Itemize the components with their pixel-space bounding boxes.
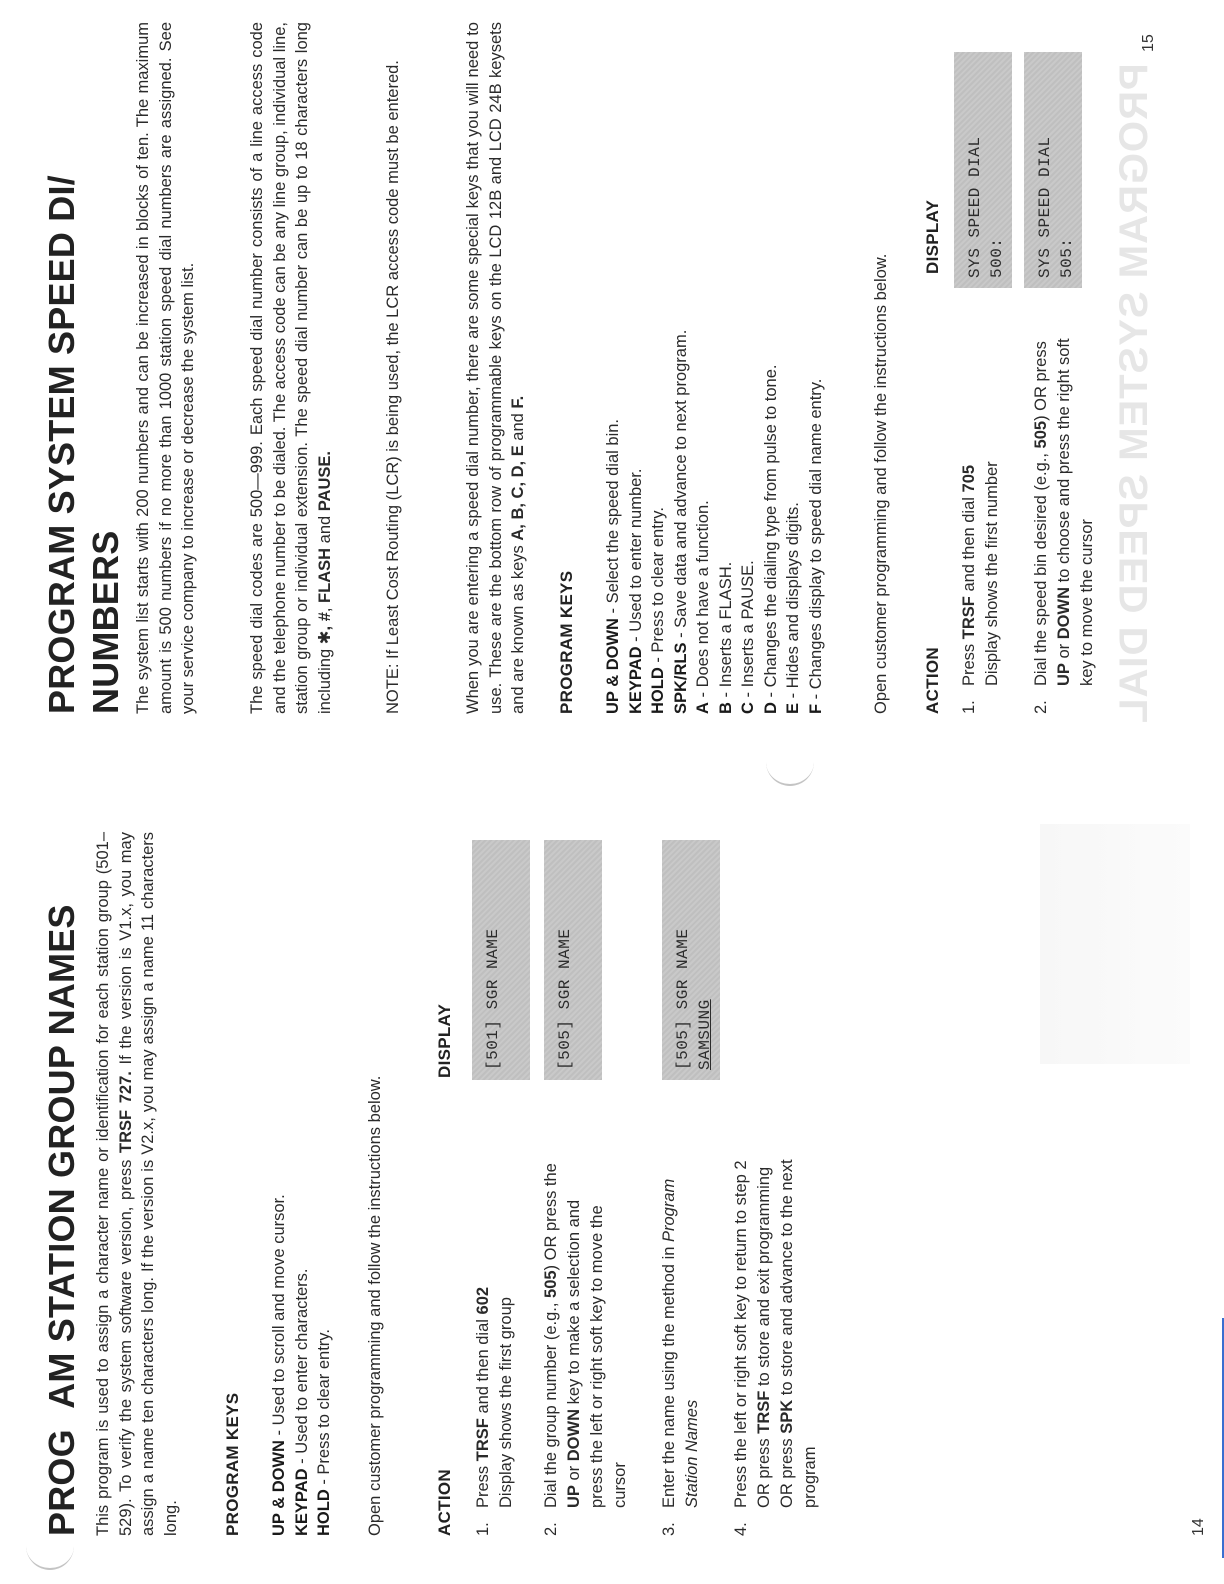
scan-artifact [26,1544,74,1570]
bold: 705 [960,464,978,493]
lcd-line-1: [505] SGR NAME [556,928,574,1070]
bold: DOWN [1055,586,1073,640]
key-item [782,22,805,714]
key-name: F [806,703,825,714]
action-step-1 [472,1156,522,1536]
bold: 505 [1032,420,1050,449]
open-instructions: Open customer programming and follow the instructions below. [366,1075,384,1536]
key-desc: - Press to clear entry. [315,1329,333,1490]
bold: 505 [542,1270,560,1298]
bold: 602 [474,1286,492,1315]
text: Enter the name using the method in [660,1242,678,1508]
bold: TRSF [755,1390,773,1434]
bold-symbols: ✱, # [315,612,334,645]
text: or [565,1461,583,1486]
key-name: UP & DOWN [270,1440,288,1536]
text: ) OR press the [542,1163,560,1271]
bold-pause: PAUSE. [315,451,334,512]
key-name: SPK/RLS [671,642,690,714]
bold: UP [1055,663,1073,686]
lcd-line-1: SYS SPEED DIAL [966,136,984,278]
bleed-through-area [1040,824,1190,1064]
text: Dial the group number (e.g., [542,1297,560,1508]
intro-text: This program is used to assign a character name or identification for each station group (501–529). To verify the system software version, press [94,832,135,1536]
key-item [291,896,314,1536]
key-name: KEYPAD [626,646,645,714]
intro-paragraph: The system list starts with 200 numbers and can be increased in blocks of ten. The maximum amount is 500 numbers if no more than 1000 station speed dial numbers are assigned. See your service company to increase or decrease the system list. [134,22,197,714]
lcd-line-1: SYS SPEED DIAL [1036,136,1054,278]
key-item [313,896,336,1536]
lcd-line-1: [505] SGR NAME [674,928,692,1070]
key-item [715,22,738,714]
page-title: PROG AM STATION GROUP NAMES [41,904,82,1536]
text: Display shows the first group [497,1297,515,1508]
key-desc: - Select the speed dial bin. [604,419,622,619]
text: , [315,602,334,613]
speed-dial-paragraph [246,22,336,714]
title-line-2: NUMBERS [85,530,126,714]
display-heading: DISPLAY [923,199,942,274]
text: The speed dial codes are 500—999. Each speed dial number consists of a line access code and the telephone number to be dialed. The access code can be any line group, individual line, station group or individual extension. The speed dial number can be up to 18 characters long including [248,22,334,714]
action-step-1 [958,324,1008,714]
program-keys-list [268,896,336,1536]
page-number: 14 [1190,1518,1207,1536]
text: key to make a selection and press the left or right soft key to move the cursor [565,1199,629,1508]
bold-flash: FLASH [315,547,334,603]
step-number: 4. [732,1522,750,1536]
key-name: HOLD [315,1489,333,1536]
key-name: HOLD [649,667,667,714]
note-paragraph: NOTE: If Least Cost Routing (LCR) is being used, the LCR access code must be entered. [384,60,402,714]
step-text [658,1156,704,1508]
text: Dial the speed bin desired (e.g., [1032,448,1050,686]
key-item [692,22,715,714]
text: and then dial [960,492,978,597]
key-name: UP & DOWN [604,618,622,714]
action-step-2 [540,1156,636,1536]
text: When you are entering a speed dial number, there are some special keys that you will need to use. These are the bottom row of programmable keys on the LCD 12B and LCD 24B keysets and are known as keys [464,22,527,714]
text: Press [474,1461,492,1508]
key-desc: - Changes the dialing type from pulse to tone. [761,364,780,703]
lcd-display-2 [1024,52,1082,288]
text: Press the left or right soft key to return to step 2 OR press [732,1160,773,1508]
key-item [602,22,625,714]
scan-artifact [766,760,814,786]
lcd-line-2: 500: [988,237,1006,278]
bold-key-f: F. [509,395,527,409]
key-desc: - Save data and advance to next program. [671,329,690,643]
text: Display shows the first number [983,461,1001,686]
step-number: 2. [1032,700,1050,714]
program-keys-list [602,22,827,714]
step-text [958,324,1004,686]
bold: UP [565,1485,583,1508]
text: or [1055,639,1073,664]
action-step-4 [730,1156,826,1536]
intro-bold-code: TRSF 727. [116,1071,135,1153]
step-number: 1. [474,1522,492,1536]
bold: SPK [778,1399,796,1434]
intro-text-2: If the version is V1.x, you may assign a name ten characters long. If the version is V2.x, you may assign a name 11 characters long. [116,832,180,1536]
key-item [737,22,760,714]
lcd-line-2: SAMSUNG [696,999,714,1070]
key-desc: - Inserts a FLASH. [716,561,735,703]
action-heading: ACTION [435,1469,454,1536]
step-text [1030,324,1099,686]
text: ) OR press [1032,341,1050,421]
key-item [805,22,828,714]
key-desc: - Does not have a function. [694,500,712,703]
lcd-line-2: 505: [1058,237,1076,278]
key-desc: - Inserts a PAUSE. [739,560,757,703]
key-name: D [761,702,780,714]
action-heading: ACTION [923,647,942,714]
intro-paragraph [92,832,182,1536]
step-number: 3. [660,1522,678,1536]
special-keys-paragraph [462,22,530,714]
bold-keys: A, B, C, D, E [509,445,527,541]
key-item [647,22,670,714]
action-step-3 [658,1156,708,1536]
lcd-display-2 [544,840,602,1080]
key-item [268,896,291,1536]
key-desc: - Hides and displays digits. [784,502,802,703]
key-desc: - Used to scroll and move cursor. [270,1194,288,1441]
page-number: 15 [1140,34,1157,52]
key-name: KEYPAD [292,1468,311,1536]
step-number: 2. [542,1522,560,1536]
key-desc: - Used to enter characters. [292,1268,311,1469]
key-name: A [694,702,712,714]
bold: TRSF [960,596,978,640]
italic-ref: Program Station Names [660,1178,701,1508]
step-text [540,1156,632,1508]
key-item [625,22,648,714]
lcd-display-3 [662,840,720,1080]
key-desc: - Used to enter number. [626,468,645,647]
text: to store and exit programming OR press [755,1166,796,1508]
page-14 [0,794,1224,1584]
bold: DOWN [565,1408,583,1462]
text: to choose and press the right soft key to move the cursor [1055,338,1096,686]
text: to store and advance to the next program [778,1159,819,1508]
key-name: E [784,702,802,714]
lcd-line-1: [501] SGR NAME [484,928,502,1070]
key-desc: - Changes display to speed dial name entry. [806,378,825,704]
step-text [472,1156,518,1508]
step-number: 1. [960,700,978,714]
bold: TRSF [474,1418,492,1462]
key-name: C [739,702,757,714]
title-line-1: PROGRAM SYSTEM SPEED DI/ [41,175,82,714]
bleed-through-title: PROGRAM SYSTEM SPEED DIAL [1112,63,1156,724]
text: and [315,511,334,548]
program-keys-heading: PROGRAM KEYS [223,1392,242,1536]
display-heading: DISPLAY [435,1003,454,1078]
program-keys-heading: PROGRAM KEYS [557,570,576,714]
lcd-display-1 [472,840,530,1080]
key-item [670,22,693,714]
lcd-display-1 [954,52,1012,288]
text: and [509,408,527,446]
page-title [40,175,128,714]
text: Press [960,639,978,686]
key-item [760,22,783,714]
open-instructions: Open customer programming and follow the instructions below. [872,253,890,714]
action-step-2 [1030,324,1104,714]
step-text [730,1156,822,1508]
text: and then dial [474,1314,492,1419]
key-desc: - Press to clear entry. [649,507,667,668]
key-name: B [716,702,735,714]
